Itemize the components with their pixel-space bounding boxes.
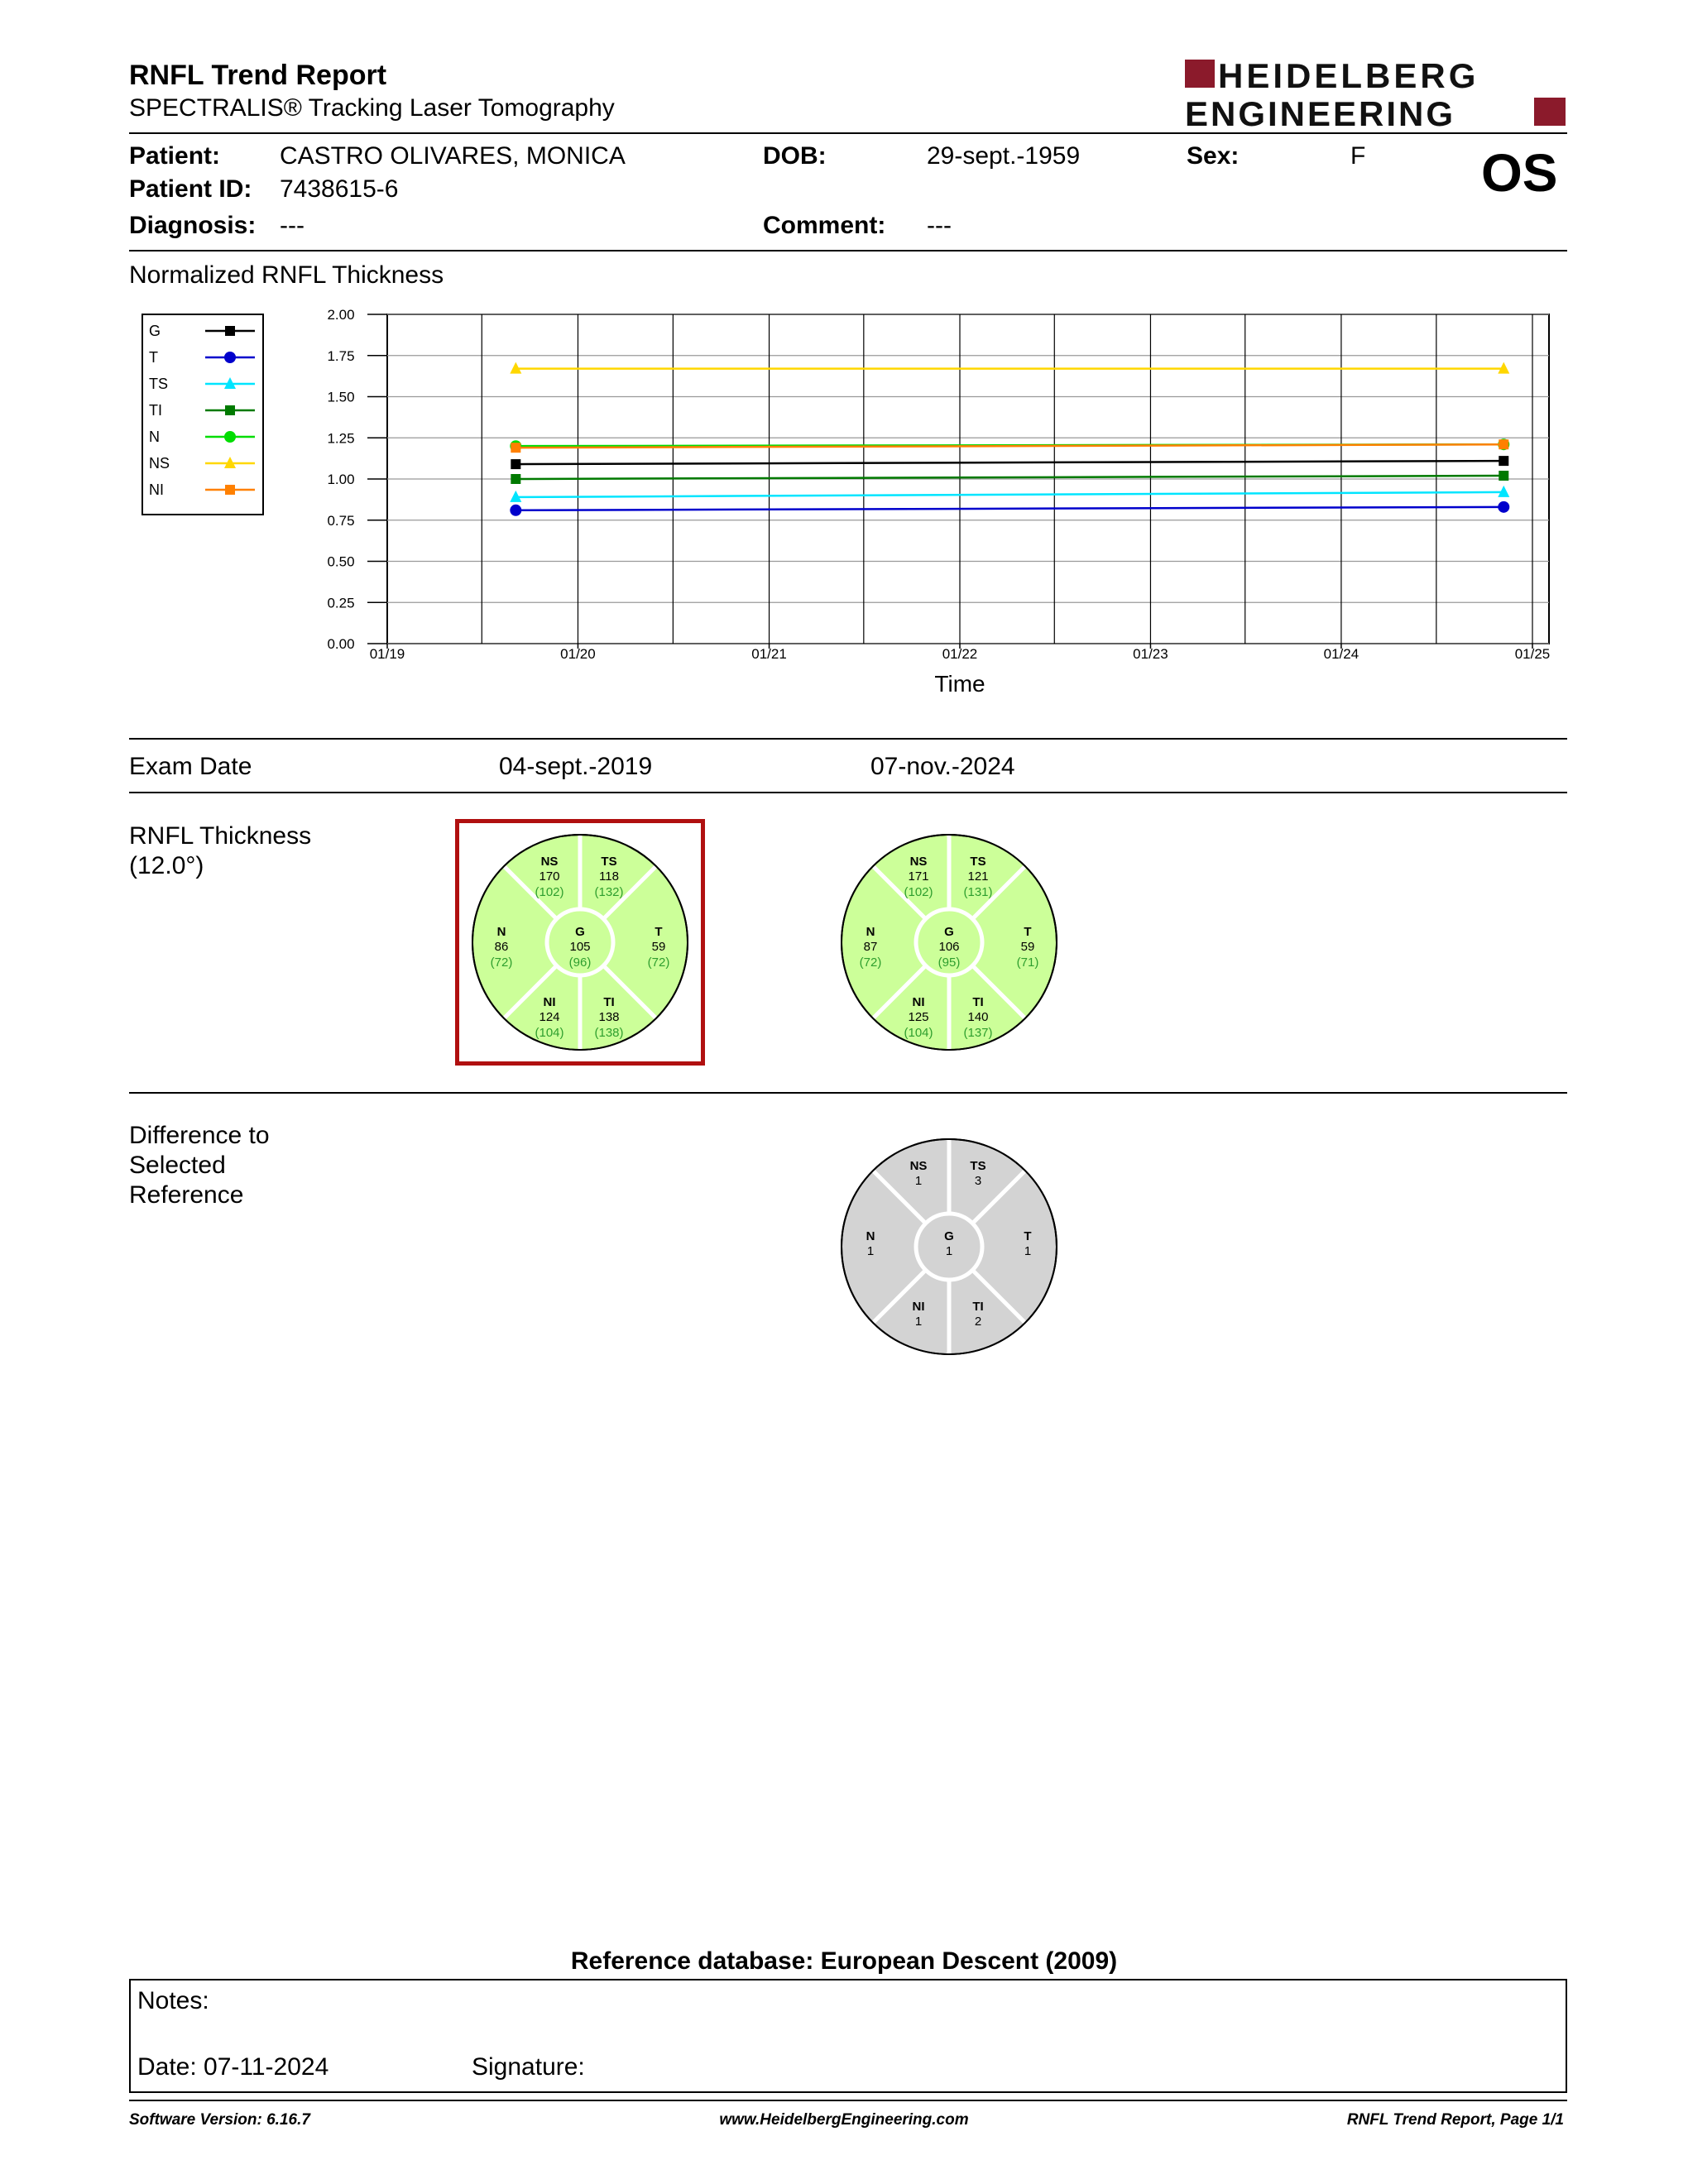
legend-label-ni: NI: [149, 481, 164, 498]
legend-marker-ni: [225, 485, 235, 495]
report-title: RNFL Trend Report: [129, 60, 387, 91]
sector-reference-ni: (104): [535, 1026, 564, 1040]
y-tick-label: 1.25: [327, 430, 355, 447]
sector-value-ns: 1: [914, 1174, 923, 1188]
y-tick-label: 1.75: [327, 347, 355, 364]
sector-name-ti: TI: [972, 1300, 984, 1314]
sector-circle-svg: [470, 832, 690, 1052]
comment-label: Comment:: [763, 212, 886, 239]
sex-label: Sex:: [1187, 142, 1240, 170]
divider: [129, 792, 1567, 793]
difference-label-1: Difference to: [129, 1122, 270, 1149]
exam-date-1: 04-sept.-2019: [499, 753, 653, 780]
page-info: RNFL Trend Report, Page 1/1: [1346, 2111, 1564, 2129]
diagnosis-label: Diagnosis:: [129, 212, 257, 239]
exam-date-label: Exam Date: [129, 753, 252, 780]
notes-box[interactable]: [129, 1979, 1567, 2093]
exam-date-2: 07-nov.-2024: [870, 753, 1015, 780]
legend-label-ns: NS: [149, 455, 170, 472]
sector-value-n: 86: [494, 940, 509, 954]
data-point-t: [1498, 501, 1509, 513]
sector-value-g: 106: [938, 940, 960, 954]
difference-label-2: Selected: [129, 1152, 226, 1179]
sector-name-ts: TS: [970, 1159, 986, 1173]
sector-name-t: T: [655, 925, 663, 939]
sector-reference-ni: (104): [904, 1026, 933, 1040]
y-tick-label: 1.00: [327, 472, 355, 487]
sector-name-g: G: [944, 925, 954, 939]
data-point-g: [511, 459, 520, 469]
sector-reference-ts: (132): [594, 885, 624, 899]
sector-name-ns: NS: [909, 855, 928, 869]
data-point-ti: [1499, 471, 1508, 481]
sector-value-ts: 3: [974, 1174, 982, 1188]
sector-value-ts: 118: [599, 869, 619, 884]
legend-label-ts: TS: [149, 376, 169, 392]
sector-value-ti: 2: [974, 1315, 982, 1329]
rnfl-thickness-label: RNFL Thickness: [129, 822, 312, 850]
sector-reference-t: (71): [1016, 956, 1039, 970]
sector-reference-ns: (102): [535, 885, 564, 899]
dob-value: 29-sept.-1959: [927, 142, 1081, 170]
sector-value-g: 105: [569, 940, 591, 954]
date-label: Date: 07-11-2024: [137, 2053, 329, 2081]
sector-name-t: T: [1024, 925, 1032, 939]
sector-name-n: N: [866, 1229, 875, 1243]
x-tick-label: 01/19: [369, 646, 405, 662]
sector-value-n: 87: [863, 940, 878, 954]
legend-marker-ti: [225, 405, 235, 415]
legend-marker-t: [224, 352, 236, 363]
dob-label: DOB:: [763, 142, 827, 170]
y-tick-label: 2.00: [327, 307, 355, 323]
sector-reference-g: (95): [938, 956, 961, 970]
sector-name-ti: TI: [972, 995, 984, 1009]
sector-name-ns: NS: [540, 855, 559, 869]
patient-label: Patient:: [129, 142, 221, 170]
sector-name-n: N: [866, 925, 875, 939]
reference-database: Reference database: European Descent (2009): [570, 1947, 1118, 1975]
sector-value-n: 1: [866, 1244, 875, 1258]
sector-reference-ti: (138): [594, 1026, 624, 1040]
sector-reference-ts: (131): [963, 885, 993, 899]
divider: [129, 1092, 1567, 1094]
divider: [129, 738, 1567, 740]
sector-name-ts: TS: [601, 855, 617, 869]
sector-name-ni: NI: [912, 1300, 925, 1314]
data-point-g: [1499, 456, 1508, 466]
sector-circle-svg: [839, 832, 1059, 1052]
sector-value-ni: 125: [908, 1010, 929, 1024]
data-point-ni: [511, 443, 520, 453]
sector-name-ns: NS: [909, 1159, 928, 1173]
sector-circle-exam-2[interactable]: [839, 832, 1059, 1052]
sector-name-g: G: [575, 925, 585, 939]
website-link[interactable]: www.HeidelbergEngineering.com: [719, 2111, 969, 2129]
sector-value-ts: 121: [967, 869, 989, 884]
sector-value-ti: 140: [967, 1010, 989, 1024]
sector-name-g: G: [944, 1229, 954, 1243]
y-tick-label: 0.00: [327, 636, 355, 652]
x-tick-label: 01/25: [1514, 646, 1551, 662]
difference-label-3: Reference: [129, 1181, 244, 1209]
notes-label: Notes:: [137, 1987, 209, 2014]
legend-label-n: N: [149, 429, 160, 445]
trend-chart: [0, 0, 1688, 728]
sector-value-ns: 170: [539, 869, 560, 884]
patient-id-label: Patient ID:: [129, 175, 252, 203]
sector-name-ni: NI: [543, 995, 556, 1009]
sector-name-t: T: [1024, 1229, 1032, 1243]
rnfl-scan-angle: (12.0°): [129, 852, 204, 879]
sector-reference-g: (96): [568, 956, 592, 970]
sector-name-ti: TI: [603, 995, 615, 1009]
sector-value-ni: 124: [539, 1010, 560, 1024]
legend-label-g: G: [149, 323, 161, 339]
sector-reference-ns: (102): [904, 885, 933, 899]
y-tick-label: 0.50: [327, 553, 355, 570]
diagnosis-value: ---: [280, 212, 305, 239]
x-tick-label: 01/22: [942, 646, 978, 662]
x-axis-label: Time: [934, 671, 985, 697]
data-point-ni: [1499, 439, 1508, 449]
x-tick-label: 01/23: [1133, 646, 1168, 662]
signature-label: Signature:: [472, 2053, 585, 2081]
sector-name-ni: NI: [912, 995, 925, 1009]
trend-chart-svg: [0, 0, 1688, 728]
sector-reference-n: (72): [490, 956, 513, 970]
difference-circle: [839, 1137, 1059, 1357]
patient-id: 7438615-6: [280, 175, 399, 203]
footer-divider: [129, 2100, 1567, 2101]
y-tick-label: 1.50: [327, 389, 355, 405]
sector-value-ns: 171: [908, 869, 929, 884]
sector-reference-ti: (137): [963, 1026, 993, 1040]
sector-value-ni: 1: [914, 1315, 923, 1329]
logo-line2: ENGINEERING: [1185, 94, 1456, 131]
legend-label-t: T: [149, 349, 158, 366]
sector-value-t: 1: [1024, 1244, 1032, 1258]
patient-name: CASTRO OLIVARES, MONICA: [280, 142, 626, 170]
chart-section-title: Normalized RNFL Thickness: [129, 261, 444, 289]
sector-circle-svg: [839, 1137, 1059, 1357]
legend-marker-g: [225, 326, 235, 336]
comment-value: ---: [927, 212, 952, 239]
x-tick-label: 01/21: [751, 646, 787, 662]
x-tick-label: 01/24: [1323, 646, 1360, 662]
logo-line1: HEIDELBERG: [1218, 58, 1479, 95]
sector-value-g: 1: [945, 1244, 953, 1258]
sector-value-t: 59: [1020, 940, 1035, 954]
sector-name-n: N: [496, 925, 506, 939]
y-tick-label: 0.75: [327, 512, 355, 529]
x-tick-label: 01/20: [560, 646, 596, 662]
sector-reference-n: (72): [859, 956, 882, 970]
sector-circle-exam-1[interactable]: [470, 832, 690, 1052]
data-point-t: [510, 505, 521, 516]
sector-reference-t: (72): [647, 956, 670, 970]
sector-name-ts: TS: [970, 855, 986, 869]
report-subtitle: SPECTRALIS® Tracking Laser Tomography: [129, 94, 615, 122]
sector-value-t: 59: [651, 940, 666, 954]
legend-label-ti: TI: [149, 402, 162, 419]
sector-value-ti: 138: [598, 1010, 620, 1024]
legend-marker-n: [224, 431, 236, 443]
eye-label: OS: [1481, 143, 1558, 203]
data-point-ti: [511, 474, 520, 484]
y-tick-label: 0.25: [327, 595, 355, 611]
software-version: Software Version: 6.16.7: [129, 2111, 310, 2129]
sex-value: F: [1350, 142, 1366, 170]
